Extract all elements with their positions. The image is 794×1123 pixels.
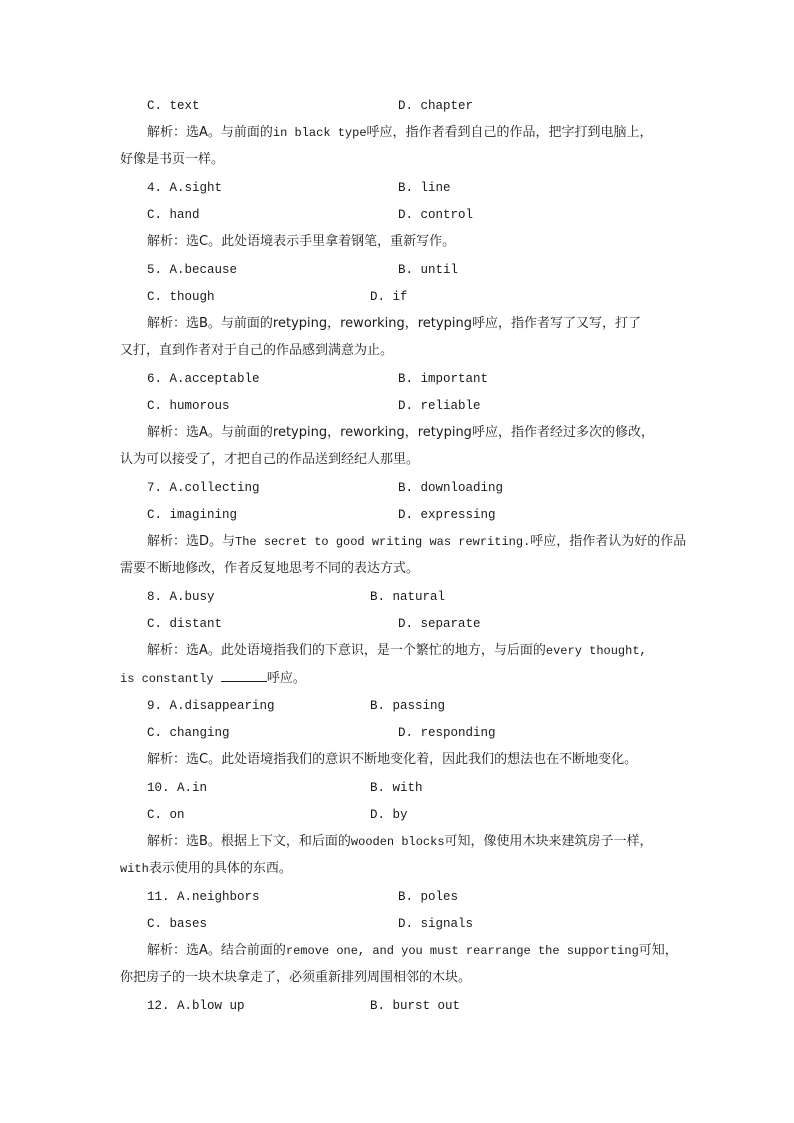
chinese-text: 又打，直到作者对于自己的作品感到满意为止。 (120, 343, 394, 358)
chinese-text: 呼应，指作者写了又写，打了 (471, 316, 641, 331)
explanation-line (147, 751, 637, 769)
option-text: D. expressing (398, 508, 496, 522)
option-text: B. important (398, 372, 489, 386)
explanation-line (120, 860, 292, 878)
option-text: C. on (147, 808, 185, 822)
chinese-text: 解析：选C。此处语境指我们的意识不断地变化着，因此我们的想法也在不断地变化。 (147, 752, 638, 767)
option-text: 6. A.acceptable (147, 372, 260, 386)
option-text: D. signals (398, 917, 474, 931)
explanation-line (147, 942, 678, 960)
chinese-text: 呼应，指作者看到自己的作品，把字打到电脑上， (366, 125, 653, 140)
option-text: C. bases (147, 917, 208, 931)
chinese-text: 解析：选A。结合前面的 (147, 943, 286, 958)
explanation-line (147, 315, 641, 333)
option-text: 11. A.neighbors (147, 890, 260, 904)
chinese-text: 解析：选A。与前面的 (147, 125, 273, 140)
option-text: B. natural (370, 590, 446, 604)
english-phrase: The secret to good writing was rewriting. (235, 535, 531, 549)
chinese-text: 认为可以接受了，才把自己的作品送到经纪人那里。 (120, 452, 420, 467)
chinese-text: 解析：选B。与前面的 (147, 316, 273, 331)
explanation-line (120, 342, 393, 360)
option-text: D. responding (398, 726, 496, 740)
chinese-text: 可知，像使用木块来建筑房子一样， (444, 834, 653, 849)
option-text: D. separate (398, 617, 481, 631)
english-phrase: is constantly (120, 672, 221, 686)
explanation-line (147, 424, 654, 442)
option-text: C. imagining (147, 508, 238, 522)
english-phrase: with (120, 862, 149, 876)
explanation-line (147, 642, 647, 660)
chinese-text: 表示使用的具体的东西。 (148, 861, 292, 876)
chinese-text: 解析：选C。此处语境表示手里拿着钢笔，重新写作。 (147, 234, 456, 249)
explanation-line (147, 124, 653, 142)
option-text: 12. A.blow up (147, 999, 245, 1013)
english-phrase: wooden blocks (350, 835, 445, 849)
option-text: B. until (398, 263, 459, 277)
chinese-text: 你把房子的一块木块拿走了，必须重新排列周围相邻的木块。 (120, 970, 472, 985)
chinese-text: 好像是书页一样。 (120, 152, 225, 167)
option-text: 8. A.busy (147, 590, 215, 604)
option-text: B. passing (370, 699, 446, 713)
option-text: D. control (398, 208, 474, 222)
chinese-text: 需要不断地修改，作者反复地思考不同的表达方式。 (120, 561, 420, 576)
explanation-line (120, 669, 306, 688)
explanation-line (147, 533, 686, 551)
fill-blank (221, 669, 267, 682)
explanation-line (120, 151, 224, 169)
option-text: D. if (370, 290, 408, 304)
option-text: 5. A.because (147, 263, 238, 277)
explanation-line (147, 233, 455, 251)
english-phrase: every thought, (545, 644, 647, 658)
english-phrase: in black type (272, 126, 367, 140)
chinese-text: 解析：选A。此处语境指我们的下意识，是一个繁忙的地方，与后面的 (147, 643, 546, 658)
option-text: C. text (147, 99, 200, 113)
option-text: 4. A.sight (147, 181, 223, 195)
option-text: D. reliable (398, 399, 481, 413)
explanation-line (120, 451, 419, 469)
chinese-text: 呼应。 (266, 671, 306, 686)
chinese-text: 可知， (638, 943, 678, 958)
chinese-text: retyping，reworking，retyping (272, 425, 472, 440)
option-text: B. poles (398, 890, 459, 904)
option-text: B. with (370, 781, 423, 795)
option-text: C. hand (147, 208, 200, 222)
option-text: B. line (398, 181, 451, 195)
english-phrase: remove one, and you must rearrange the supporting (285, 944, 639, 958)
option-text: 7. A.collecting (147, 481, 260, 495)
chinese-text: 呼应，指作者认为好的作品 (530, 534, 687, 549)
option-text: D. chapter (398, 99, 474, 113)
option-text: C. though (147, 290, 215, 304)
option-text: C. humorous (147, 399, 230, 413)
chinese-text: retyping，reworking，retyping (272, 316, 472, 331)
option-text: B. downloading (398, 481, 504, 495)
option-text: 10. A.in (147, 781, 208, 795)
option-text: B. burst out (370, 999, 461, 1013)
option-text: D. by (370, 808, 408, 822)
explanation-line (120, 969, 471, 987)
chinese-text: 解析：选A。与前面的 (147, 425, 273, 440)
chinese-text: 解析：选B。根据上下文，和后面的 (147, 834, 351, 849)
explanation-line (120, 560, 419, 578)
explanation-line (147, 833, 653, 851)
chinese-text: 解析：选D。与 (147, 534, 236, 549)
option-text: C. changing (147, 726, 230, 740)
chinese-text: 呼应，指作者经过多次的修改， (471, 425, 654, 440)
option-text: 9. A.disappearing (147, 699, 275, 713)
option-text: C. distant (147, 617, 223, 631)
